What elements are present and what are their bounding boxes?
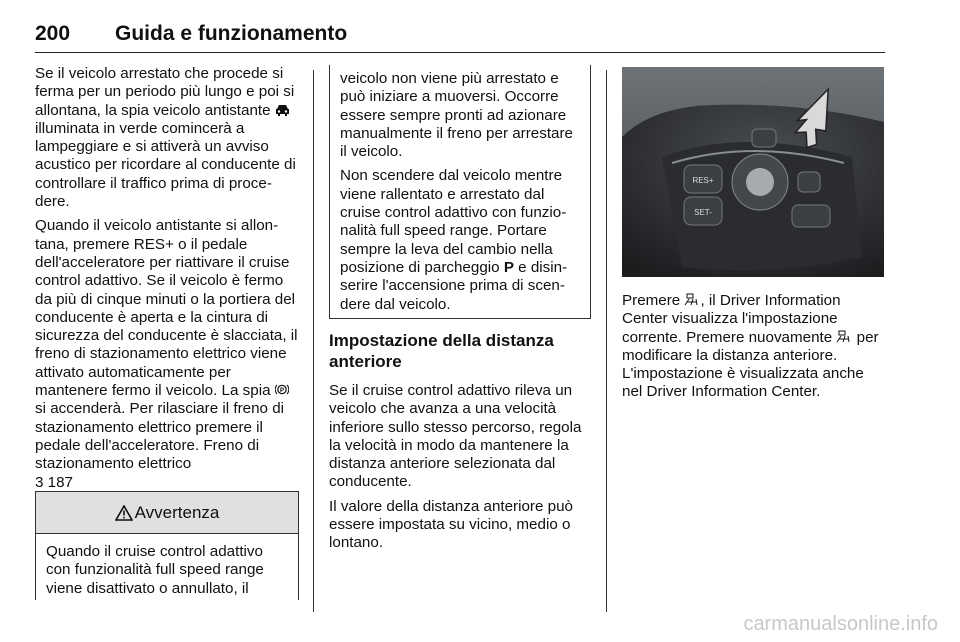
paragraph (340, 167, 580, 313)
page-reference[interactable]: 3 187 (35, 473, 74, 491)
text: si accenderà. Per rilasciare il freno di stazionamento elettrico premere il pedale dell'acceleratore. Freno di stazionamento elettrico (35, 400, 285, 473)
warning-triangle-icon (115, 505, 133, 521)
paragraph (35, 217, 301, 491)
page-title: Guida e funzionamento (115, 22, 348, 45)
text: Non scendere dal veicolo mentre viene rallentato e arrestato dal cruise control adattivo con funzionalità full speed range. Portare sempre la leva del cambio nella posizione di parcheggio (340, 167, 567, 276)
column-divider (606, 70, 607, 612)
text: illuminata in verde comincerà a lampeggiare e si attiverà un avviso acustico per ricordare al conducente di controllare il traffico prima di procedere. (35, 119, 296, 211)
paragraph (622, 292, 884, 402)
res-button-label: RES+ (692, 176, 714, 185)
warning-header (36, 492, 298, 534)
text: Premere (622, 292, 685, 309)
text: Quando il veicolo antistante si allontana, premere RES+ o il pedale dell'acceleratore per riattivare il cruise control adattivo. Se il veicolo è fermo da più di cinque minuti o la portiera del conducente è aperta e la cintura di sicurezza del conducente è slacciata, il freno di stazionamento elettrico viene attivato automaticamente per mantenere fermo il veicolo. La spia (35, 217, 298, 400)
column-right (622, 292, 884, 408)
paragraph (35, 65, 301, 211)
paragraph: Se il cruise control adattivo rileva un veicolo che avanza a una velocità inferiore sullo stesso percorso, regola la velocità in modo da mantenere la distanza anteriore selezionata dal conducente. (329, 382, 582, 491)
gear-position: P (503, 258, 514, 276)
set-button-label: SET- (694, 208, 712, 217)
text: per modificare la distanza anteriore. L'impostazione è visualizzata anche nel Driver Information Center. (622, 328, 879, 401)
steering-wheel-photo (622, 67, 884, 277)
parking-brake-icon (275, 383, 289, 396)
section-heading: Impostazione della distanza anteriore (329, 331, 554, 371)
car-ahead-icon (275, 104, 290, 116)
page-number: 200 (35, 22, 71, 45)
text: , il Driver Information Center visualizza l'impostazione corrente. Premere nuovamente (622, 292, 841, 346)
watermark: carmanualsonline.info (743, 613, 938, 635)
page-header (35, 22, 885, 53)
paragraph: Il valore della distanza anteriore può essere impostata su vicino, medio o lontano. (329, 497, 573, 552)
text: e disinserire l'accensione prima di scendere dal veicolo. (340, 258, 568, 313)
warning-text: Quando il cruise control adattivo con funzionalità full speed range viene disattivato o annullato, il (46, 543, 264, 597)
distance-icon (684, 293, 700, 306)
distance-icon (836, 330, 852, 343)
svg-text:P: P (279, 387, 284, 394)
warning-title: Avvertenza (134, 502, 220, 522)
paragraph: veicolo non viene più arrestato e può iniziare a muoversi. Occorre essere sempre pronti ad azionare manualmente il freno per arrestare il veicolo. (340, 70, 573, 161)
warning-continuation-box (329, 65, 591, 319)
section-distance (329, 330, 594, 559)
column-left (35, 65, 301, 498)
text: Se il veicolo arrestato che procede si ferma per un periodo più lungo e poi si allontana, la spia veicolo antistante (35, 65, 295, 119)
warning-box (35, 491, 299, 600)
column-divider (313, 70, 314, 612)
